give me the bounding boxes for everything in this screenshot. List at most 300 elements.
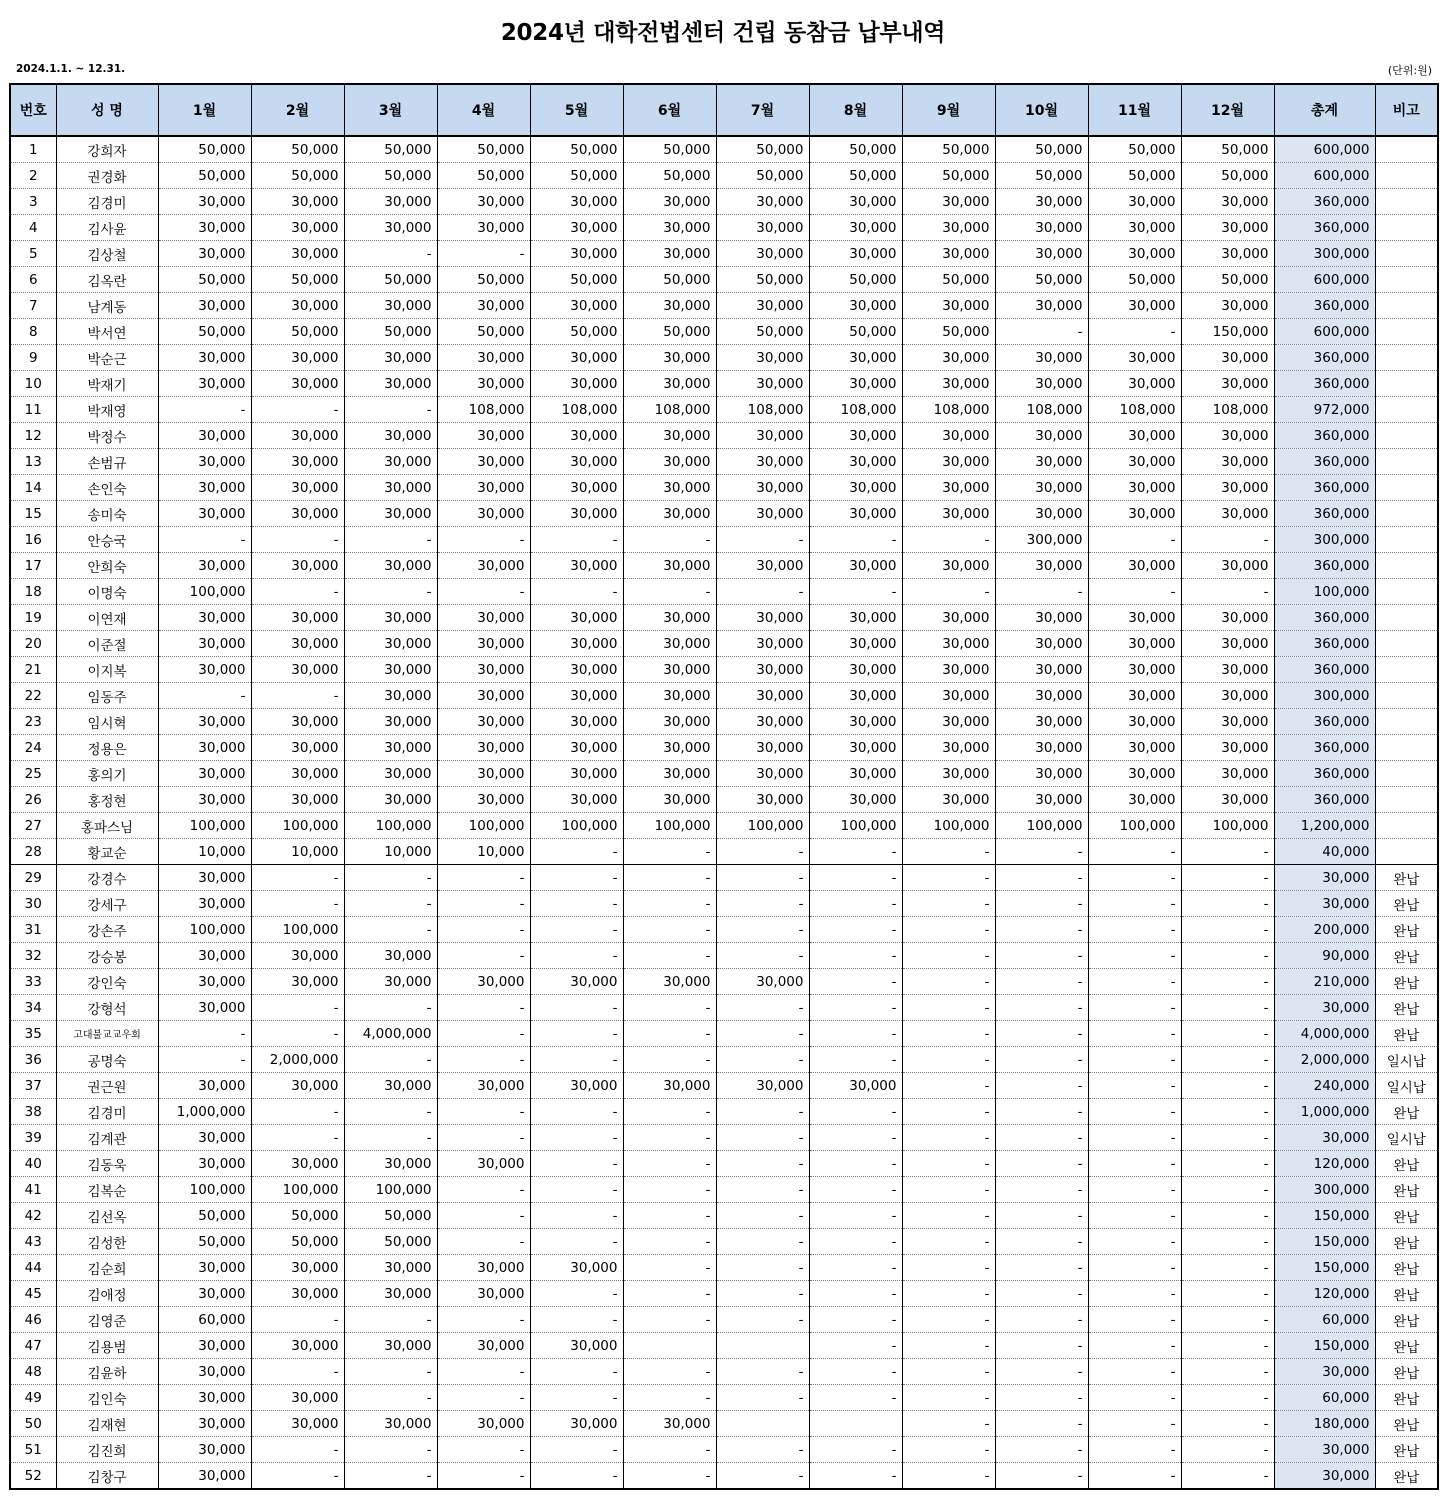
month-6-amount: 30,000 (623, 657, 716, 683)
row-total: 360,000 (1274, 761, 1375, 787)
month-6-amount: 50,000 (623, 163, 716, 189)
month-4-amount: - (437, 1203, 530, 1229)
row-note (1375, 475, 1438, 501)
month-7-amount: 30,000 (716, 761, 809, 787)
row-number: 47 (10, 1333, 56, 1359)
month-2-amount: 30,000 (251, 1385, 344, 1411)
month-4-amount: 30,000 (437, 1151, 530, 1177)
header-row (10, 84, 1438, 136)
row-note: 완납 (1375, 865, 1438, 891)
donor-name: 김선옥 (56, 1203, 158, 1229)
month-11-amount: - (1088, 1333, 1181, 1359)
month-4-amount: 30,000 (437, 1073, 530, 1099)
month-8-amount: 50,000 (809, 319, 902, 345)
month-9-amount: 30,000 (902, 189, 995, 215)
month-6-amount: 30,000 (623, 215, 716, 241)
table-row (10, 163, 1438, 189)
month-7-amount: - (716, 1255, 809, 1281)
month-4-amount: 10,000 (437, 839, 530, 865)
table-row (10, 579, 1438, 605)
month-5-amount: - (530, 527, 623, 553)
month-9-amount: - (902, 1307, 995, 1333)
row-note: 완납 (1375, 1437, 1438, 1463)
month-2-amount: 100,000 (251, 917, 344, 943)
month-8-amount: - (809, 1463, 902, 1490)
donor-name: 황교순 (56, 839, 158, 865)
month-5-amount: - (530, 865, 623, 891)
month-6-amount: 30,000 (623, 1411, 716, 1437)
row-number: 42 (10, 1203, 56, 1229)
donor-name: 김인숙 (56, 1385, 158, 1411)
month-6-amount: 30,000 (623, 735, 716, 761)
month-11-amount: - (1088, 1463, 1181, 1490)
month-7-amount: 100,000 (716, 813, 809, 839)
month-5-amount: 30,000 (530, 501, 623, 527)
month-5-amount: 50,000 (530, 163, 623, 189)
month-11-amount: - (1088, 1281, 1181, 1307)
month-8-amount: 30,000 (809, 345, 902, 371)
header-name: 성 명 (56, 84, 158, 136)
row-total: 30,000 (1274, 995, 1375, 1021)
month-2-amount: 30,000 (251, 761, 344, 787)
month-3-amount: 30,000 (344, 605, 437, 631)
month-12-amount: - (1181, 1073, 1274, 1099)
month-6-amount: - (623, 1463, 716, 1490)
month-3-amount: - (344, 1463, 437, 1490)
month-1-amount: 50,000 (158, 319, 251, 345)
month-10-amount: 30,000 (995, 605, 1088, 631)
month-2-amount: - (251, 1307, 344, 1333)
month-10-amount: - (995, 1255, 1088, 1281)
month-12-amount: 30,000 (1181, 709, 1274, 735)
month-3-amount: 50,000 (344, 319, 437, 345)
month-3-amount: 30,000 (344, 1151, 437, 1177)
month-9-amount: - (902, 969, 995, 995)
month-9-amount: 30,000 (902, 501, 995, 527)
table-row (10, 657, 1438, 683)
month-3-amount: 50,000 (344, 1229, 437, 1255)
table-row (10, 1229, 1438, 1255)
row-note (1375, 631, 1438, 657)
donor-name: 박순근 (56, 345, 158, 371)
row-note (1375, 787, 1438, 813)
row-total: 120,000 (1274, 1281, 1375, 1307)
month-2-amount: - (251, 397, 344, 423)
table-row (10, 1307, 1438, 1333)
row-total: 600,000 (1274, 136, 1375, 163)
month-5-amount: 30,000 (530, 969, 623, 995)
month-3-amount: 30,000 (344, 1255, 437, 1281)
month-12-amount: - (1181, 865, 1274, 891)
month-4-amount: 30,000 (437, 1333, 530, 1359)
month-5-amount: 30,000 (530, 475, 623, 501)
table-row (10, 475, 1438, 501)
month-7-amount: 50,000 (716, 319, 809, 345)
month-1-amount: 50,000 (158, 1229, 251, 1255)
month-4-amount: - (437, 1359, 530, 1385)
month-3-amount: - (344, 995, 437, 1021)
month-3-amount: - (344, 1307, 437, 1333)
month-11-amount: - (1088, 1021, 1181, 1047)
row-number: 16 (10, 527, 56, 553)
donor-name: 김옥란 (56, 267, 158, 293)
month-12-amount: - (1181, 1099, 1274, 1125)
month-10-amount: - (995, 1203, 1088, 1229)
month-11-amount: - (1088, 1073, 1181, 1099)
donor-name: 안희숙 (56, 553, 158, 579)
month-8-amount: 30,000 (809, 423, 902, 449)
month-4-amount: 30,000 (437, 761, 530, 787)
month-8-amount: 30,000 (809, 189, 902, 215)
month-1-amount: 30,000 (158, 1125, 251, 1151)
month-10-amount: 30,000 (995, 553, 1088, 579)
month-1-amount: 30,000 (158, 1255, 251, 1281)
month-7-amount: - (716, 1125, 809, 1151)
month-12-amount: 100,000 (1181, 813, 1274, 839)
month-2-amount: 30,000 (251, 969, 344, 995)
month-9-amount: 30,000 (902, 475, 995, 501)
month-3-amount: 30,000 (344, 553, 437, 579)
month-11-amount: - (1088, 865, 1181, 891)
month-5-amount: 30,000 (530, 735, 623, 761)
row-total: 600,000 (1274, 163, 1375, 189)
table-row (10, 891, 1438, 917)
table-row (10, 423, 1438, 449)
row-note: 완납 (1375, 1177, 1438, 1203)
row-total: 60,000 (1274, 1385, 1375, 1411)
month-11-amount: - (1088, 839, 1181, 865)
month-7-amount: - (716, 1203, 809, 1229)
row-number: 48 (10, 1359, 56, 1385)
row-number: 10 (10, 371, 56, 397)
month-2-amount: 30,000 (251, 657, 344, 683)
month-11-amount: 30,000 (1088, 215, 1181, 241)
month-11-amount: 50,000 (1088, 267, 1181, 293)
table-row (10, 995, 1438, 1021)
month-9-amount: 30,000 (902, 241, 995, 267)
month-9-amount: 50,000 (902, 319, 995, 345)
month-5-amount: 30,000 (530, 293, 623, 319)
month-11-amount: 30,000 (1088, 709, 1181, 735)
month-2-amount: 30,000 (251, 475, 344, 501)
month-4-amount: 108,000 (437, 397, 530, 423)
month-12-amount: - (1181, 1281, 1274, 1307)
month-10-amount: 108,000 (995, 397, 1088, 423)
month-10-amount: - (995, 1463, 1088, 1490)
month-11-amount: 30,000 (1088, 423, 1181, 449)
month-10-amount: 30,000 (995, 241, 1088, 267)
month-7-amount (716, 1333, 809, 1359)
month-1-amount: 30,000 (158, 475, 251, 501)
month-4-amount: 30,000 (437, 709, 530, 735)
month-8-amount: - (809, 1359, 902, 1385)
row-number: 52 (10, 1463, 56, 1490)
month-3-amount: 30,000 (344, 449, 437, 475)
month-5-amount: - (530, 1385, 623, 1411)
row-note: 일시납 (1375, 1073, 1438, 1099)
row-total: 150,000 (1274, 1229, 1375, 1255)
table-row (10, 605, 1438, 631)
month-10-amount: - (995, 1281, 1088, 1307)
header-month-5: 5월 (530, 84, 623, 136)
month-12-amount: - (1181, 1125, 1274, 1151)
month-8-amount: 50,000 (809, 136, 902, 163)
month-10-amount: - (995, 1359, 1088, 1385)
table-row (10, 1151, 1438, 1177)
month-2-amount: 100,000 (251, 813, 344, 839)
month-8-amount: 30,000 (809, 241, 902, 267)
month-6-amount: - (623, 1281, 716, 1307)
donor-name: 이명숙 (56, 579, 158, 605)
row-note (1375, 605, 1438, 631)
donor-name: 강형석 (56, 995, 158, 1021)
month-12-amount: - (1181, 943, 1274, 969)
month-5-amount: 30,000 (530, 631, 623, 657)
table-row (10, 1177, 1438, 1203)
row-number: 45 (10, 1281, 56, 1307)
month-10-amount: - (995, 1177, 1088, 1203)
month-11-amount: - (1088, 1437, 1181, 1463)
month-4-amount: 30,000 (437, 293, 530, 319)
row-number: 15 (10, 501, 56, 527)
table-row (10, 631, 1438, 657)
month-10-amount: 30,000 (995, 371, 1088, 397)
donor-name: 정용은 (56, 735, 158, 761)
table-row (10, 709, 1438, 735)
month-1-amount: 30,000 (158, 293, 251, 319)
month-9-amount: - (902, 1177, 995, 1203)
month-3-amount: 30,000 (344, 969, 437, 995)
row-number: 50 (10, 1411, 56, 1437)
month-8-amount: - (809, 1047, 902, 1073)
month-5-amount: - (530, 839, 623, 865)
row-note (1375, 397, 1438, 423)
row-number: 23 (10, 709, 56, 735)
row-number: 1 (10, 136, 56, 163)
month-8-amount: - (809, 1281, 902, 1307)
month-9-amount: 30,000 (902, 683, 995, 709)
month-12-amount: 30,000 (1181, 449, 1274, 475)
month-7-amount: - (716, 1385, 809, 1411)
month-5-amount: - (530, 917, 623, 943)
month-7-amount: - (716, 1021, 809, 1047)
table-row (10, 1203, 1438, 1229)
month-12-amount: 30,000 (1181, 657, 1274, 683)
month-2-amount: - (251, 527, 344, 553)
month-2-amount: 30,000 (251, 1281, 344, 1307)
month-2-amount: 30,000 (251, 371, 344, 397)
row-total: 40,000 (1274, 839, 1375, 865)
row-total: 360,000 (1274, 189, 1375, 215)
month-10-amount: - (995, 1021, 1088, 1047)
month-8-amount: - (809, 1333, 902, 1359)
row-number: 4 (10, 215, 56, 241)
row-total: 360,000 (1274, 605, 1375, 631)
unit-label: (단위:원) (1387, 64, 1432, 77)
month-1-amount: 30,000 (158, 371, 251, 397)
month-8-amount: - (809, 1021, 902, 1047)
row-total: 300,000 (1274, 683, 1375, 709)
donor-name: 공명숙 (56, 1047, 158, 1073)
month-7-amount: 30,000 (716, 189, 809, 215)
month-11-amount: - (1088, 1125, 1181, 1151)
month-3-amount: - (344, 241, 437, 267)
month-4-amount: 30,000 (437, 475, 530, 501)
month-11-amount: - (1088, 1255, 1181, 1281)
month-5-amount: 50,000 (530, 267, 623, 293)
month-12-amount: 30,000 (1181, 787, 1274, 813)
row-total: 60,000 (1274, 1307, 1375, 1333)
row-note: 완납 (1375, 1021, 1438, 1047)
month-4-amount: 50,000 (437, 319, 530, 345)
month-12-amount: 50,000 (1181, 163, 1274, 189)
donor-name: 김동욱 (56, 1151, 158, 1177)
month-4-amount: - (437, 1229, 530, 1255)
month-12-amount: - (1181, 1359, 1274, 1385)
month-2-amount: 30,000 (251, 1073, 344, 1099)
month-10-amount: 30,000 (995, 293, 1088, 319)
month-2-amount: 30,000 (251, 709, 344, 735)
month-12-amount: - (1181, 1463, 1274, 1490)
month-1-amount: 30,000 (158, 735, 251, 761)
month-12-amount: - (1181, 1047, 1274, 1073)
month-7-amount: - (716, 1437, 809, 1463)
row-note: 완납 (1375, 1281, 1438, 1307)
month-7-amount: 50,000 (716, 136, 809, 163)
month-12-amount: - (1181, 1203, 1274, 1229)
month-7-amount: 30,000 (716, 475, 809, 501)
month-8-amount: 50,000 (809, 163, 902, 189)
month-11-amount: - (1088, 1359, 1181, 1385)
month-12-amount: 108,000 (1181, 397, 1274, 423)
month-9-amount: - (902, 1229, 995, 1255)
month-2-amount: 50,000 (251, 319, 344, 345)
month-5-amount: 30,000 (530, 605, 623, 631)
month-4-amount: - (437, 241, 530, 267)
month-7-amount: - (716, 527, 809, 553)
row-total: 180,000 (1274, 1411, 1375, 1437)
month-1-amount: 30,000 (158, 943, 251, 969)
row-number: 46 (10, 1307, 56, 1333)
donor-name: 김용범 (56, 1333, 158, 1359)
table-row (10, 1047, 1438, 1073)
header-month-8: 8월 (809, 84, 902, 136)
month-3-amount: 30,000 (344, 735, 437, 761)
table-row (10, 1281, 1438, 1307)
month-3-amount: 30,000 (344, 943, 437, 969)
table-row (10, 839, 1438, 865)
month-6-amount: 30,000 (623, 709, 716, 735)
month-9-amount: 108,000 (902, 397, 995, 423)
month-6-amount: 30,000 (623, 969, 716, 995)
month-6-amount: 50,000 (623, 267, 716, 293)
month-6-amount: 30,000 (623, 189, 716, 215)
month-9-amount: 30,000 (902, 735, 995, 761)
row-total: 600,000 (1274, 267, 1375, 293)
donor-name: 김계관 (56, 1125, 158, 1151)
table-row (10, 1021, 1438, 1047)
row-total: 360,000 (1274, 215, 1375, 241)
table-row (10, 1073, 1438, 1099)
month-2-amount: 30,000 (251, 189, 344, 215)
row-note (1375, 371, 1438, 397)
month-8-amount: 30,000 (809, 371, 902, 397)
month-5-amount: 30,000 (530, 761, 623, 787)
row-number: 7 (10, 293, 56, 319)
table-row (10, 215, 1438, 241)
month-11-amount: - (1088, 527, 1181, 553)
month-12-amount: - (1181, 1255, 1274, 1281)
month-9-amount: 30,000 (902, 709, 995, 735)
row-total: 360,000 (1274, 293, 1375, 319)
month-9-amount: - (902, 579, 995, 605)
month-11-amount: 30,000 (1088, 787, 1181, 813)
month-8-amount: - (809, 943, 902, 969)
month-4-amount: 30,000 (437, 683, 530, 709)
month-11-amount: 30,000 (1088, 293, 1181, 319)
row-number: 30 (10, 891, 56, 917)
donor-name: 김순희 (56, 1255, 158, 1281)
donor-name: 김사윤 (56, 215, 158, 241)
month-9-amount: 30,000 (902, 787, 995, 813)
row-number: 25 (10, 761, 56, 787)
row-number: 32 (10, 943, 56, 969)
table-row (10, 527, 1438, 553)
month-3-amount: - (344, 1047, 437, 1073)
row-note: 완납 (1375, 1463, 1438, 1490)
month-4-amount: 50,000 (437, 136, 530, 163)
month-12-amount: 30,000 (1181, 423, 1274, 449)
month-7-amount: - (716, 1151, 809, 1177)
row-total: 30,000 (1274, 1463, 1375, 1490)
month-2-amount: 50,000 (251, 267, 344, 293)
month-6-amount: - (623, 891, 716, 917)
row-total: 30,000 (1274, 1437, 1375, 1463)
row-number: 36 (10, 1047, 56, 1073)
header-month-7: 7월 (716, 84, 809, 136)
month-6-amount: - (623, 865, 716, 891)
month-10-amount: 30,000 (995, 501, 1088, 527)
month-9-amount: 30,000 (902, 631, 995, 657)
month-4-amount: 30,000 (437, 657, 530, 683)
row-note: 완납 (1375, 1255, 1438, 1281)
month-9-amount: 30,000 (902, 553, 995, 579)
month-12-amount: 30,000 (1181, 631, 1274, 657)
month-1-amount: - (158, 397, 251, 423)
month-9-amount: - (902, 1073, 995, 1099)
donor-name: 남계동 (56, 293, 158, 319)
donor-name: 강손주 (56, 917, 158, 943)
month-5-amount: 30,000 (530, 1073, 623, 1099)
table-row (10, 761, 1438, 787)
row-total: 30,000 (1274, 865, 1375, 891)
month-1-amount: 30,000 (158, 631, 251, 657)
row-total: 4,000,000 (1274, 1021, 1375, 1047)
donor-name: 고대불교교우회 (56, 1021, 158, 1047)
month-12-amount: - (1181, 1437, 1274, 1463)
month-8-amount: - (809, 839, 902, 865)
donor-name: 강희자 (56, 136, 158, 163)
month-11-amount: 100,000 (1088, 813, 1181, 839)
month-2-amount: - (251, 1099, 344, 1125)
month-10-amount: 50,000 (995, 267, 1088, 293)
row-number: 19 (10, 605, 56, 631)
month-10-amount: 100,000 (995, 813, 1088, 839)
month-11-amount: 30,000 (1088, 241, 1181, 267)
month-9-amount: 50,000 (902, 163, 995, 189)
row-note: 완납 (1375, 1099, 1438, 1125)
month-7-amount: - (716, 995, 809, 1021)
